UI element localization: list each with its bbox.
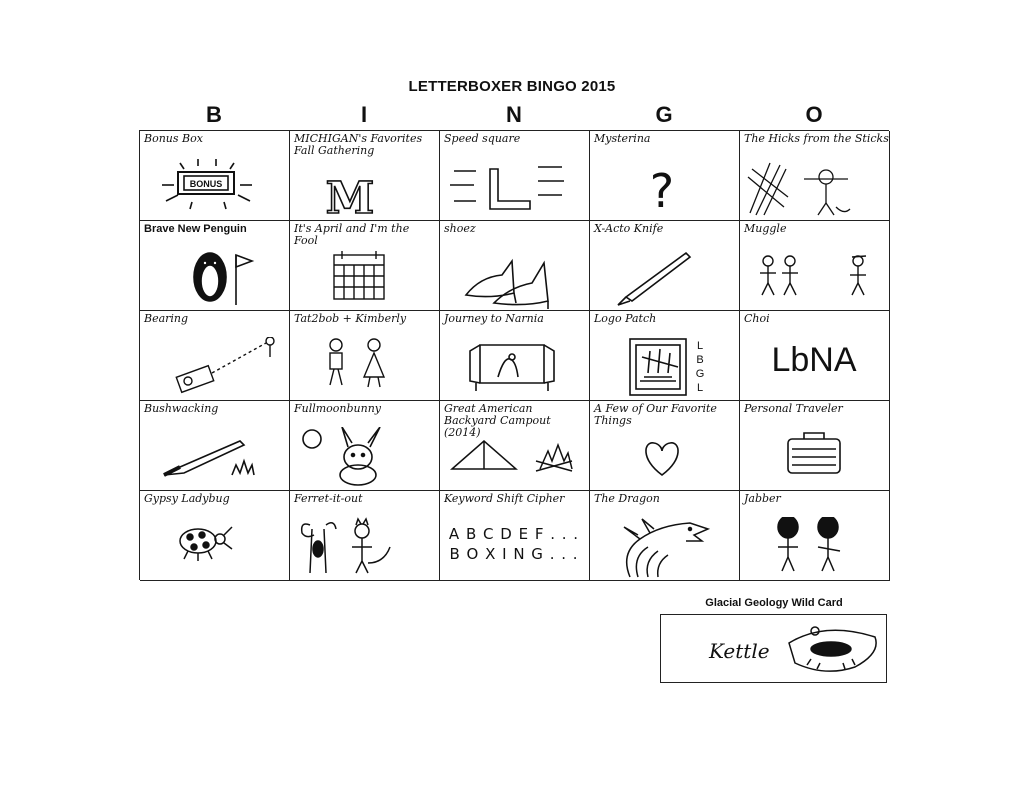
jabber-drawing [740,517,888,579]
hicks-drawing [740,157,888,219]
cell-label: Ferret-it-out [294,492,363,505]
cell-label: Fullmoonbunny [294,402,382,415]
cell-label: The Dragon [594,492,660,505]
bingo-cell [740,131,890,221]
question-mark-text: ? [649,164,675,218]
couple-drawing [290,337,438,399]
bingo-cell [140,221,290,311]
column-letter-i: I [360,102,368,127]
shoes-drawing [440,247,588,309]
cell-label: Tat2bob + Kimberly [294,312,407,325]
bingo-header [139,102,889,130]
cell-label: Muggle [744,222,787,235]
cell-label: Logo Patch [594,312,657,325]
bingo-cell [740,401,890,491]
bingo-cell [290,491,440,581]
bingo-cell [440,131,590,221]
lbgl-letter: L [696,340,704,352]
lbna-text: LbNA [771,341,857,379]
xacto-knife-drawing [590,247,738,309]
cell-label: Choi [744,312,770,325]
bingo-cell [740,221,890,311]
column-letter-b: B [206,102,222,127]
bingo-cell [440,491,590,581]
lbgl-letter: G [695,368,705,380]
cell-label: The Hicks from the Sticks [744,132,889,145]
suitcase-drawing [740,427,888,489]
bingo-cell [140,491,290,581]
cell-label: X-Acto Knife [594,222,664,235]
cell-label: Great American Backyard Campout (2014) [444,402,551,439]
wardrobe-drawing [440,337,588,399]
lbgl-letter: L [696,382,704,394]
cell-label: MICHIGAN's Favorites Fall Gathering [294,132,423,157]
ladybug-drawing [140,517,288,579]
bingo-cell [290,311,440,401]
bingo-cell [590,311,740,401]
cipher-line-2: B O X I N G . . . [449,545,579,563]
cell-label: Speed square [444,132,521,145]
penguin-drawing [140,247,288,309]
bingo-grid [139,130,889,580]
cell-label: Bearing [144,312,189,325]
column-letter-o: O [805,102,823,127]
dragon-drawing [590,517,738,579]
lbgl-letter: B [696,354,704,366]
bingo-cell [290,401,440,491]
block-m-text: M [325,173,375,219]
muggle-drawing [740,247,888,309]
question-mark-drawing [590,157,738,219]
heart-drawing [590,427,738,489]
bingo-cell [290,131,440,221]
wild-card-word: Kettle [709,639,770,663]
cell-label: Brave New Penguin [144,223,247,235]
bingo-cell [440,221,590,311]
cell-label: shoez [444,222,476,235]
cell-label: Personal Traveler [744,402,843,415]
page-title: LETTERBOXER BINGO 2015 [408,78,616,95]
column-letter-n: N [506,102,522,127]
bingo-cell [140,131,290,221]
calendar-drawing [290,247,438,309]
bonus-stamp-text: BONUS [189,179,223,189]
column-letter-g: G [655,102,673,127]
speed-square-drawing [440,157,588,219]
cell-label: Bushwacking [144,402,219,415]
machete-drawing [140,427,288,489]
michigan-m-drawing [290,157,438,219]
bingo-cell [590,131,740,221]
cell-label: Keyword Shift Cipher [444,492,565,505]
cell-label: Gypsy Ladybug [144,492,230,505]
cell-label: Journey to Narnia [444,312,544,325]
compass-bearing-drawing [140,337,288,399]
bingo-cell [140,401,290,491]
cell-label: Bonus Box [144,132,203,145]
bingo-cell [290,221,440,311]
bingo-cell [440,401,590,491]
ferret-tree-drawing [290,517,438,579]
bonus-box-drawing [140,157,288,219]
logo-patch-drawing [590,337,738,399]
moon-bunny-drawing [290,427,438,489]
bingo-cell [590,401,740,491]
cell-label: Jabber [744,492,781,505]
cell-label: A Few of Our Favorite Things [594,402,717,427]
bingo-cell [740,491,890,581]
cipher-line-1: A B C D E F . . . [448,525,580,543]
bingo-cell [590,491,740,581]
bingo-cell [140,311,290,401]
wild-card-box [660,614,887,683]
bingo-cell [440,311,590,401]
cell-label: Mysterina [594,132,651,145]
kettle-drawing [785,619,885,679]
campout-drawing [440,427,588,489]
wild-card-title: Glacial Geology Wild Card [705,597,843,609]
cell-label: It's April and I'm the Fool [294,222,410,247]
bingo-cell [740,311,890,401]
bingo-cell [590,221,740,311]
